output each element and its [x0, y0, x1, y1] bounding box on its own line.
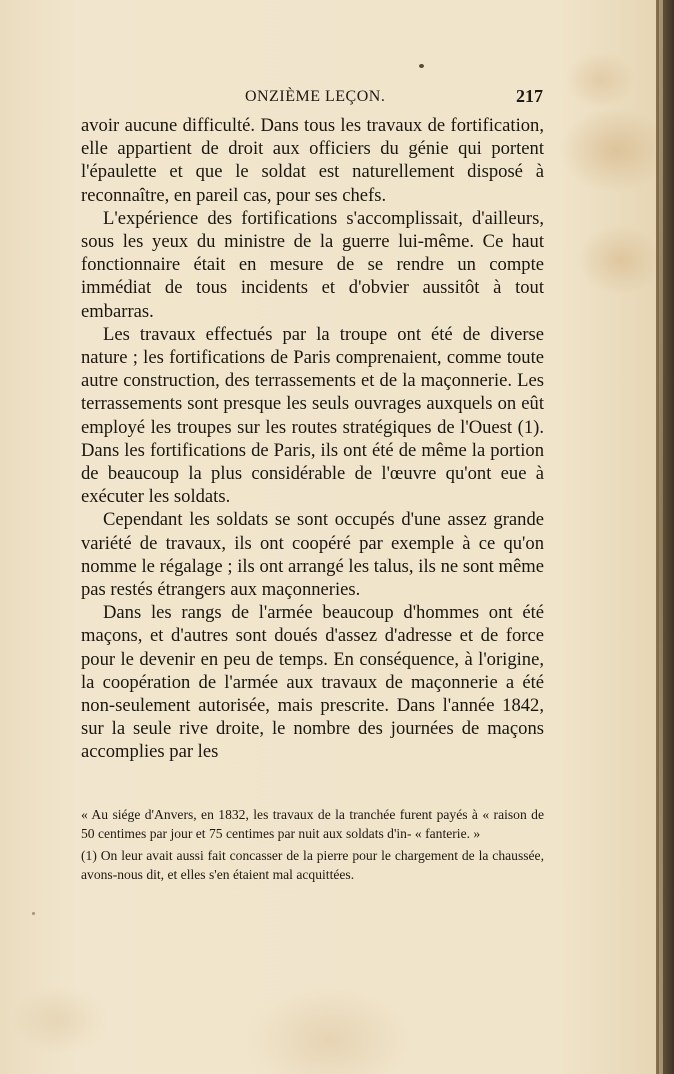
footnotes — [81, 805, 544, 884]
ink-speck — [32, 912, 35, 915]
running-head — [103, 86, 543, 110]
running-title: ONZIÈME LEÇON. — [245, 88, 386, 105]
paragraph: L'expérience des fortifications s'accomplissait, d'ailleurs, sous les yeux du ministre de la guerre lui-même. Ce haut fonctionnaire était en mesure de se rendre un compte immédiat de tous incidents et d'obvier aussitôt à tout embarras. — [81, 207, 544, 322]
page-number: 217 — [516, 86, 543, 106]
body-text — [81, 114, 544, 764]
footnote-quote: « Au siége d'Anvers, en 1832, les travaux de la tranchée furent payés à « raison de 50 centimes par jour et 75 centimes par nuit aux soldats d'in- « fanterie. » — [81, 807, 544, 841]
footnote-1: (1) On leur avait aussi fait concasser de la pierre pour le chargement de la chaussée, avons-nous dit, et elles s'en étaient mal acquittées. — [81, 848, 544, 882]
paragraph: Cependant les soldats se sont occupés d'une assez grande variété de travaux, ils ont coopéré par exemple à ce qu'on nomme le régalage ; ils ont arrangé les talus, ils ne sont même pas restés étrangers aux maçonneries. — [81, 509, 544, 601]
page-edge — [656, 0, 674, 1074]
paragraph-continued: avoir aucune difficulté. Dans tous les travaux de fortification, elle appartient de droit aux officiers du génie qui portent l'épaulette et que le soldat est naturellement disposé à reconnaître, en pareil cas, pour ses chefs. — [81, 115, 544, 206]
paragraph: Dans les rangs de l'armée beaucoup d'hommes ont été maçons, et d'autres sont doués d'assez d'adresse et de force pour le devenir en peu de temps. En conséquence, à l'origine, la coopération de l'armée aux travaux de maçonnerie a été non-seulement autorisée, mais prescrite. Dans l'année 1842, sur la seule rive droite, le nombre des journées de maçons accomplies par les — [81, 602, 544, 763]
paragraph: Les travaux effectués par la troupe ont été de diverse nature ; les fortifications de Paris comprenaient, comme toute autre construction, des terrassements et de la maçonnerie. Les terrassements sont presque les seuls ouvrages auxquels on eût employé les troupes sur les routes stratégiques de l'Ouest (1). Dans les fortifications de Paris, ils ont été de même la portion de beaucoup la plus considérable de l'œuvre qu'ont eue à exécuter les soldats. — [81, 323, 544, 508]
ink-speck — [419, 64, 424, 68]
